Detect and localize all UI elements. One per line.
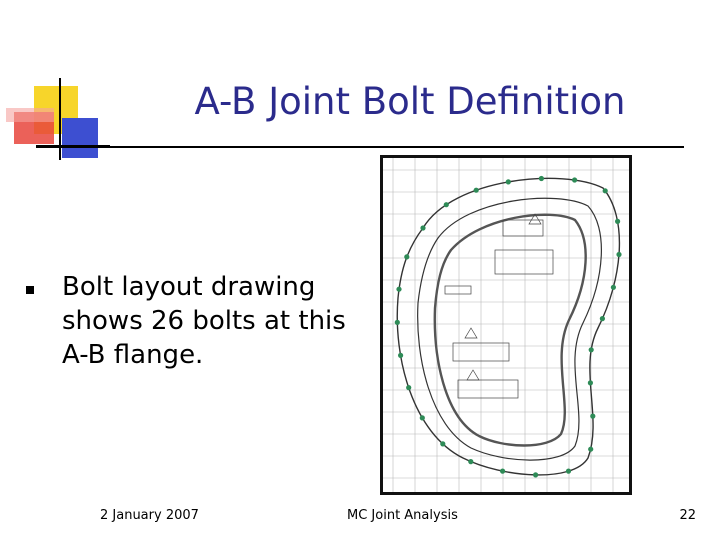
bolt-marker: [615, 219, 620, 224]
bolt-marker: [468, 459, 473, 464]
bolt-marker: [588, 447, 593, 452]
bolt-marker: [474, 188, 479, 193]
bolt-marker: [396, 287, 401, 292]
bolt-marker: [533, 472, 538, 477]
page-number: 22: [679, 508, 696, 523]
deco-pink-fade: [6, 108, 54, 122]
flange-inner-outline: [418, 198, 602, 460]
bolt-marker: [500, 469, 505, 474]
deco-blue-square: [62, 118, 98, 158]
bolt-marker: [588, 380, 593, 385]
flange-outer-outline: [397, 178, 619, 475]
bolt-marker: [420, 225, 425, 230]
square-bullet-icon: [26, 286, 34, 294]
footer-date: 2 January 2007: [100, 508, 199, 523]
corner-decoration: [0, 0, 110, 170]
bolt-layout-drawing: [380, 155, 632, 495]
bolt-marker: [600, 316, 605, 321]
bolt-marker: [616, 252, 621, 257]
bolt-marker: [539, 176, 544, 181]
bolt-marker: [603, 188, 608, 193]
bolt-marker: [444, 202, 449, 207]
bullet-text: Bolt layout drawing shows 26 bolts at this A-B flange.: [62, 272, 346, 370]
bolt-marker: [590, 414, 595, 419]
title-underline: [36, 146, 684, 148]
bolt-marker: [506, 179, 511, 184]
drawing-canvas: [383, 158, 629, 492]
footer-title: MC Joint Analysis: [347, 508, 458, 523]
bolt-marker: [611, 285, 616, 290]
bolt-marker: [572, 177, 577, 182]
bolt-marker: [404, 254, 409, 259]
slide-title: A-B Joint Bolt Definition: [194, 80, 626, 123]
bolt-marker: [398, 353, 403, 358]
flange-groove: [435, 215, 586, 446]
bolt-marker: [406, 385, 411, 390]
bolt-marker: [440, 441, 445, 446]
bolt-marker: [589, 347, 594, 352]
bolt-marker: [420, 415, 425, 420]
bolt-marker: [566, 469, 571, 474]
callout-blocks: [445, 220, 553, 398]
bolt-marker: [395, 320, 400, 325]
